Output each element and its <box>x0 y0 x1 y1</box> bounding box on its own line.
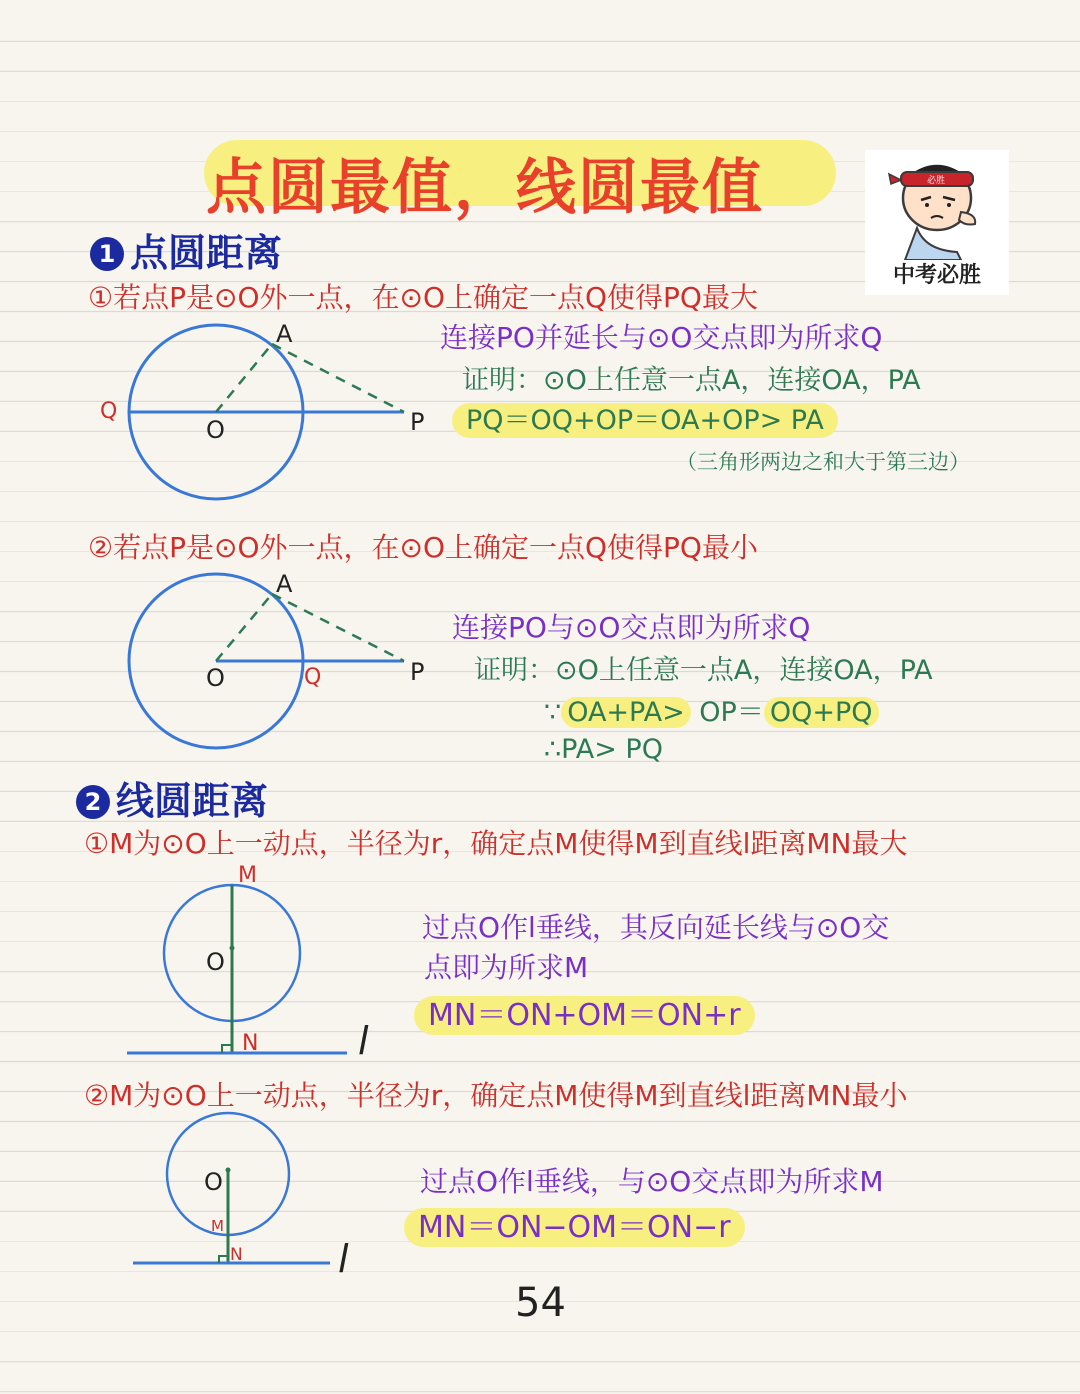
label-l-4: l <box>338 1237 349 1281</box>
label-o-4: O <box>204 1168 223 1196</box>
segment-ap-2 <box>272 594 404 661</box>
s1c1-proof: 证明：⊙O上任意一点A，连接OA，PA <box>462 365 921 396</box>
segment-ap-1 <box>272 344 404 412</box>
segment-oa-2 <box>216 594 272 661</box>
label-o-2: O <box>206 664 225 692</box>
s2c2-formula-text: MN＝ON−OM＝ON−r <box>404 1208 745 1247</box>
label-a-2: A <box>276 570 293 598</box>
s2c2-problem: ②M为⊙O上一动点，半径为r，确定点M使得M到直线l距离MN最小 <box>84 1079 908 1112</box>
s1c2-method: 连接PO与⊙O交点即为所求Q <box>452 611 811 644</box>
segment-oa-1 <box>216 344 272 412</box>
figure-2 <box>129 570 424 748</box>
s1c1-formula-text: PQ＝OQ+OP＝OA+OP> PA <box>452 403 838 438</box>
because-part1: OA+PA> <box>561 697 691 728</box>
s2c2-method: 过点O作l垂线，与⊙O交点即为所求M <box>420 1165 884 1198</box>
s2c1-problem: ①M为⊙O上一动点，半径为r，确定点M使得M到直线l距离MN最大 <box>84 827 908 860</box>
center-dot-3 <box>230 946 235 951</box>
s2c1-formula-text: MN＝ON+OM＝ON+r <box>414 996 755 1035</box>
because-part2: OQ+PQ <box>764 697 879 728</box>
s1c1-note: （三角形两边之和大于第三边） <box>676 450 970 474</box>
label-n-3: N <box>242 1031 259 1056</box>
center-dot-4 <box>226 1168 231 1173</box>
headband-text: 必胜 <box>927 176 946 186</box>
label-p-2: P <box>410 658 425 686</box>
label-m-3: M <box>238 863 257 888</box>
s1c1-method: 连接PO并延长与⊙O交点即为所求Q <box>440 321 883 354</box>
s1c1-problem: ①若点P是⊙O外一点，在⊙O上确定一点Q使得PQ最大 <box>88 281 758 314</box>
section1-title: 点圆距离 <box>130 231 283 275</box>
label-q-2: Q <box>304 665 322 690</box>
s1c2-proof: 证明：⊙O上任意一点A，连接OA，PA <box>474 655 933 686</box>
because-mid: OP＝ <box>690 697 764 728</box>
label-q-1: Q <box>100 399 118 424</box>
page-number: 54 <box>515 1280 566 1326</box>
section1-badge: 1 <box>90 237 124 271</box>
figure-4 <box>133 1113 349 1281</box>
avatar-caption: 中考必胜 <box>892 263 981 288</box>
because-symbol: ∵ <box>544 697 562 728</box>
s2c1-method-line2: 点即为所求M <box>424 951 589 984</box>
label-m-4: M <box>211 1217 224 1235</box>
label-a-1: A <box>276 320 293 348</box>
s2c1-method-line1: 过点O作l垂线，其反向延长线与⊙O交 <box>422 911 890 944</box>
page-title: 点圆最值，线圆最值 <box>206 153 764 223</box>
s1c2-problem: ②若点P是⊙O外一点，在⊙O上确定一点Q使得PQ最小 <box>88 531 758 564</box>
s1c2-therefore: ∴PA> PQ <box>544 734 663 765</box>
label-o-3: O <box>206 948 225 976</box>
section2-title: 线圆距离 <box>116 779 269 823</box>
label-l-3: l <box>358 1019 369 1063</box>
figure-1 <box>100 320 424 499</box>
section2-badge: 2 <box>76 785 110 819</box>
label-o-1: O <box>206 416 225 444</box>
label-n-4: N <box>230 1245 243 1265</box>
label-p-1: P <box>410 408 425 436</box>
figure-3 <box>127 863 369 1063</box>
